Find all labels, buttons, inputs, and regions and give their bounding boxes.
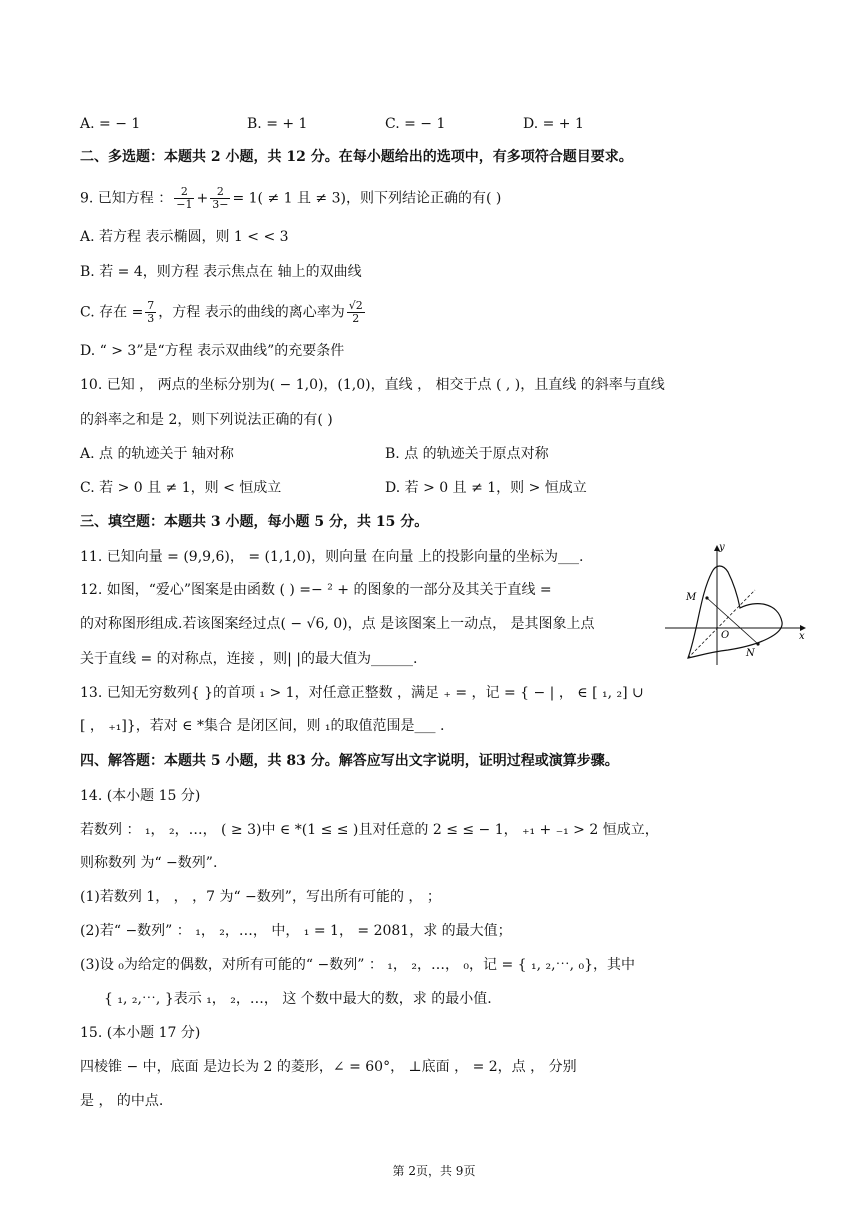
q9-frac2-den: 3− <box>212 198 229 211</box>
section-2-heading: 二、多选题：本题共 2 小题，共 12 分。在每小题给出的选项中，有多项符合题目要求。 <box>80 149 633 165</box>
q9-frac1-den: −1 <box>176 198 193 211</box>
q10-line-1: 10. 已知 ， 两点的坐标分别为( − 1,0)，(1,0)，直线 ， 相交于点 ( , )，且直线 的斜率与直线 <box>80 377 665 393</box>
q9-c-mid: ，方程 表示的曲线的离心率为 <box>158 304 345 321</box>
q8-option-d: D. = + 1 <box>523 116 584 132</box>
q14-part-3: (3)设 ₀为给定的偶数，对所有可能的“ −数列” ： ₁， ₂，…， ₀，记 = { ₁, ₂,⋯, ₀}，其中 <box>80 957 636 973</box>
label-y: y <box>719 542 725 553</box>
section-3-heading: 三、填空题：本题共 3 小题，每小题 5 分，共 15 分。 <box>80 514 429 530</box>
q9-frac1-num: 2 <box>174 186 194 199</box>
label-m: M <box>686 592 697 603</box>
q10-option-a: A. 点 的轨迹关于 轴对称 <box>80 446 234 462</box>
q9-frac2-num: 2 <box>210 186 230 199</box>
page-footer: 第 2页，共 9页 <box>392 1164 476 1178</box>
q14-part-1: (1)若数列 1， ， ，7 为“ −数列”，写出所有可能的 ， ； <box>80 889 441 905</box>
label-n: N <box>746 648 755 659</box>
q9-c-frac-den: 3 <box>147 312 155 325</box>
q9-fraction-1 <box>174 186 194 211</box>
q9-option-a: A. 若方程 表示椭圆，则 1 < < 3 <box>80 229 289 245</box>
q9-c-fraction <box>145 300 156 325</box>
q12-line-2: 的对称图形组成.若该图案经过点( − √6, 0)，点 是该图案上一动点， 是其图象上点 <box>80 616 595 632</box>
q9-prefix: 9. 已知方程 ： <box>80 190 173 207</box>
q8-option-c: C. = − 1 <box>385 116 446 132</box>
q13-line-1: 13. 已知无穷数列{ }的首项 ₁ > 1，对任意正整数 ，满足 ₊ = ，记 = { − | ， ∈ [ ₁, ₂] ∪ <box>80 685 644 701</box>
heart-curve <box>688 566 782 658</box>
q10-line-2: 的斜率之和是 2，则下列说法正确的有( ) <box>80 412 333 428</box>
q12-line-3: 关于直线 = 的对称点，连接 ，则| |的最大值为______. <box>80 651 418 667</box>
q9-c-frac2-num: √2 <box>348 299 363 312</box>
q10-option-c: C. 若 > 0 且 ≠ 1，则 < 恒成立 <box>80 480 282 496</box>
q9-c-frac2-den: 2 <box>352 312 360 325</box>
q9-stem <box>80 186 501 211</box>
q14-line-2: 则称数列 为“ −数列”. <box>80 855 218 871</box>
q9-option-c <box>80 300 367 325</box>
q10-option-d: D. 若 > 0 且 ≠ 1，则 > 恒成立 <box>385 480 587 496</box>
q14-part-3-cont: { ₁, ₂,⋯, }表示 ₁， ₂，…， 这 个数中最大的数，求 的最小值. <box>104 991 492 1007</box>
q14-header: 14. (本小题 15 分) <box>80 788 201 804</box>
heart-figure <box>660 540 810 670</box>
q9-plus: + <box>196 190 209 207</box>
q15-header: 15. (本小题 17 分) <box>80 1025 201 1041</box>
q9-suffix: = 1( ≠ 1 且 ≠ 3)，则下列结论正确的有( ) <box>232 190 502 207</box>
q13-line-2: [ ， ₊₁]}，若对 ∈ *集合 是闭区间，则 ₁的取值范围是___ . <box>80 718 445 734</box>
q14-part-2: (2)若“ −数列” ： ₁， ₂，…， 中， ₁ = 1， = 2081，求 的最大值； <box>80 923 512 939</box>
point-m <box>705 596 708 599</box>
label-o: O <box>721 630 730 641</box>
q9-fraction-2 <box>210 186 230 211</box>
q8-option-b: B. = + 1 <box>247 116 308 132</box>
q9-c-frac-num: 7 <box>147 299 155 312</box>
q10-option-b: B. 点 的轨迹关于原点对称 <box>385 446 549 462</box>
q12-line-1: 12. 如图，“爱心”图案是由函数 ( ) =− ² + 的图象的一部分及其关于直线 = <box>80 582 552 598</box>
segment-mn <box>707 598 758 644</box>
q8-option-a: A. = − 1 <box>80 116 141 132</box>
section-4-heading: 四、解答题：本题共 5 小题，共 83 分。解答应写出文字说明，证明过程或演算步骤。 <box>80 753 619 769</box>
q9-option-d: D. “ > 3”是“方程 表示双曲线”的充要条件 <box>80 343 345 359</box>
q14-line-1: 若数列 ： ₁， ₂，…， ( ≥ 3)中 ∈ *(1 ≤ ≤ )且对任意的 2 ≤ ≤ − 1， ₊₁ + ₋₁ > 2 恒成立， <box>80 822 659 838</box>
point-n <box>756 642 759 645</box>
q9-c-fraction-2 <box>347 300 365 325</box>
q11-stem: 11. 已知向量 = (9,9,6)， = (1,1,0)，则向量 在向量 上的投影向量的坐标为___. <box>80 549 584 565</box>
q15-line-1: 四棱锥 − 中，底面 是边长为 2 的菱形，∠ = 60°， ⊥底面 ， = 2，点 ， 分别 <box>80 1059 577 1075</box>
symmetry-line <box>688 590 755 658</box>
q9-option-b: B. 若 = 4，则方程 表示焦点在 轴上的双曲线 <box>80 264 362 280</box>
q15-line-2: 是 ， 的中点. <box>80 1093 164 1109</box>
q9-c-prefix: C. 存在 = <box>80 304 144 321</box>
label-x: x <box>799 631 805 642</box>
